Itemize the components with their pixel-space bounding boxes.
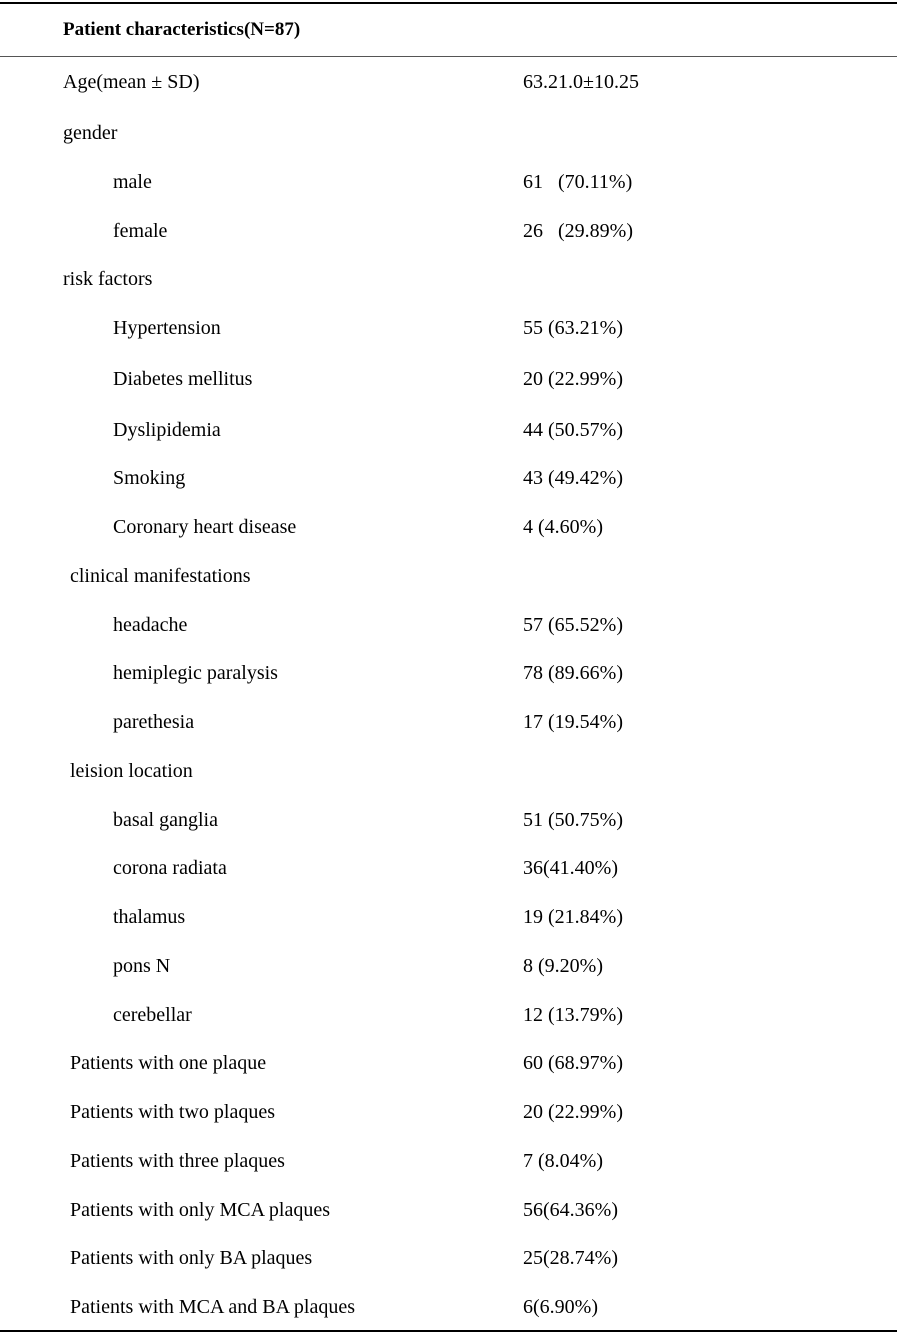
table-header: Patient characteristics(N=87) (63, 19, 301, 40)
row-value: 7 (8.04%) (523, 1150, 603, 1172)
row-label: male (113, 171, 152, 193)
row-label: female (113, 220, 168, 242)
row-label: corona radiata (113, 857, 227, 879)
row-value: 19 (21.84%) (523, 906, 623, 928)
row-value: 78 (89.66%) (523, 662, 623, 684)
row-label: leision location (70, 760, 193, 782)
row-value: 60 (68.97%) (523, 1052, 623, 1074)
row-label: Patients with two plaques (70, 1101, 275, 1123)
row-label: Hypertension (113, 317, 221, 339)
header-divider (0, 56, 897, 57)
row-label: parethesia (113, 711, 195, 733)
table-bottom-rule (0, 1330, 897, 1332)
row-label: Patients with only BA plaques (70, 1247, 313, 1269)
row-label: headache (113, 614, 188, 636)
row-value: 51 (50.75%) (523, 809, 623, 831)
row-value: 12 (13.79%) (523, 1004, 623, 1026)
row-value: 43 (49.42%) (523, 467, 623, 489)
row-label: Patients with one plaque (70, 1052, 267, 1074)
row-label: basal ganglia (113, 809, 218, 831)
row-label: thalamus (113, 906, 186, 928)
row-value: 4 (4.60%) (523, 516, 603, 538)
row-value: 20 (22.99%) (523, 1101, 623, 1123)
row-value: 55 (63.21%) (523, 317, 623, 339)
row-label: Patients with MCA and BA plaques (70, 1296, 355, 1318)
row-value: 6(6.90%) (523, 1296, 598, 1318)
row-label: Smoking (113, 467, 186, 489)
table-top-rule (0, 2, 897, 4)
row-value: 26 (29.89%) (523, 220, 633, 242)
row-value: 25(28.74%) (523, 1247, 618, 1269)
row-value: 36(41.40%) (523, 857, 618, 879)
row-value: 20 (22.99%) (523, 368, 623, 390)
row-value: 17 (19.54%) (523, 711, 623, 733)
row-value: 63.21.0±10.25 (523, 71, 639, 93)
row-label: hemiplegic paralysis (113, 662, 278, 684)
row-value: 57 (65.52%) (523, 614, 623, 636)
row-label: pons N (113, 955, 171, 977)
row-value: 56(64.36%) (523, 1199, 618, 1221)
row-label: cerebellar (113, 1004, 192, 1026)
row-label: risk factors (63, 268, 153, 290)
row-value: 44 (50.57%) (523, 419, 623, 441)
row-label: Age(mean ± SD) (63, 71, 200, 93)
row-label: Dyslipidemia (113, 419, 221, 441)
row-value: 8 (9.20%) (523, 955, 603, 977)
row-label: gender (63, 122, 118, 144)
row-label: Coronary heart disease (113, 516, 297, 538)
row-value: 61 (70.11%) (523, 171, 633, 193)
row-label: Diabetes mellitus (113, 368, 253, 390)
row-label: clinical manifestations (70, 565, 251, 587)
row-label: Patients with only MCA plaques (70, 1199, 330, 1221)
row-label: Patients with three plaques (70, 1150, 285, 1172)
